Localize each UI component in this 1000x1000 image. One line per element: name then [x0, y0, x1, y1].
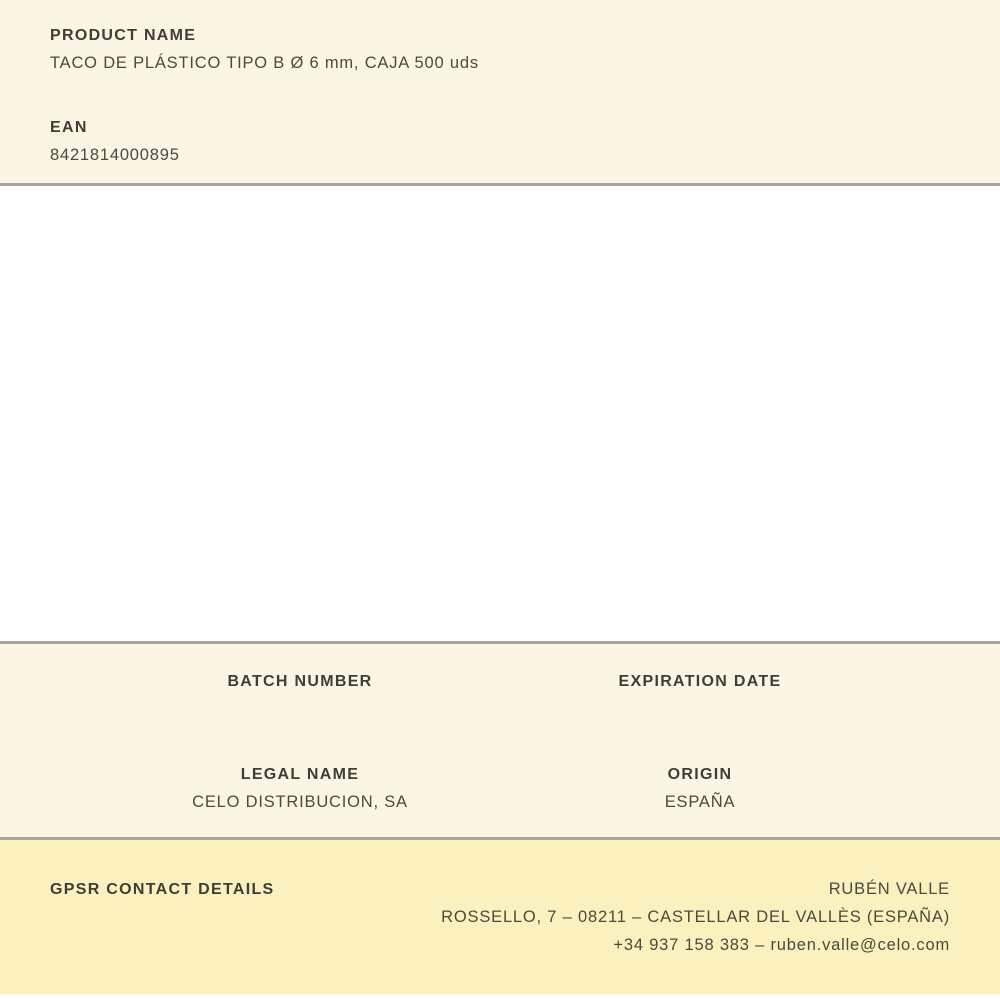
gpsr-contact-block	[441, 875, 950, 959]
origin-value: ESPAÑA	[664, 793, 736, 811]
contact-phone-email: +34 937 158 383 – ruben.valle@celo.com	[613, 936, 950, 954]
batch-number-field	[100, 672, 500, 719]
origin-field	[500, 765, 900, 812]
product-info-section	[0, 0, 1000, 186]
batch-expiration-row	[100, 672, 900, 719]
blank-middle-area	[0, 186, 1000, 644]
ean-field	[50, 118, 950, 165]
origin-label: ORIGIN	[667, 766, 733, 783]
contact-address: ROSSELLO, 7 – 08211 – CASTELLAR DEL VALLÈS (ESPAÑA)	[441, 908, 950, 926]
legal-name-label: LEGAL NAME	[240, 766, 360, 783]
legal-name-field	[100, 765, 500, 812]
expiration-date-field	[500, 672, 900, 719]
product-name-label: PRODUCT NAME	[50, 27, 197, 44]
contact-name: RUBÉN VALLE	[828, 880, 950, 898]
ean-value: 8421814000895	[50, 146, 180, 164]
batch-number-label: BATCH NUMBER	[227, 673, 373, 690]
legal-name-value: CELO DISTRIBUCION, SA	[192, 793, 408, 811]
product-name-value: TACO DE PLÁSTICO TIPO B Ø 6 mm, CAJA 500 uds	[50, 54, 479, 72]
legal-origin-row	[100, 765, 900, 812]
gpsr-contact-heading: GPSR CONTACT DETAILS	[50, 881, 275, 898]
product-name-field	[50, 26, 950, 73]
expiration-date-value	[500, 700, 900, 719]
expiration-date-label: EXPIRATION DATE	[618, 673, 782, 690]
batch-number-value	[100, 700, 500, 719]
ean-label: EAN	[50, 119, 88, 136]
batch-legal-section	[0, 644, 1000, 840]
gpsr-contact-section	[0, 840, 1000, 994]
